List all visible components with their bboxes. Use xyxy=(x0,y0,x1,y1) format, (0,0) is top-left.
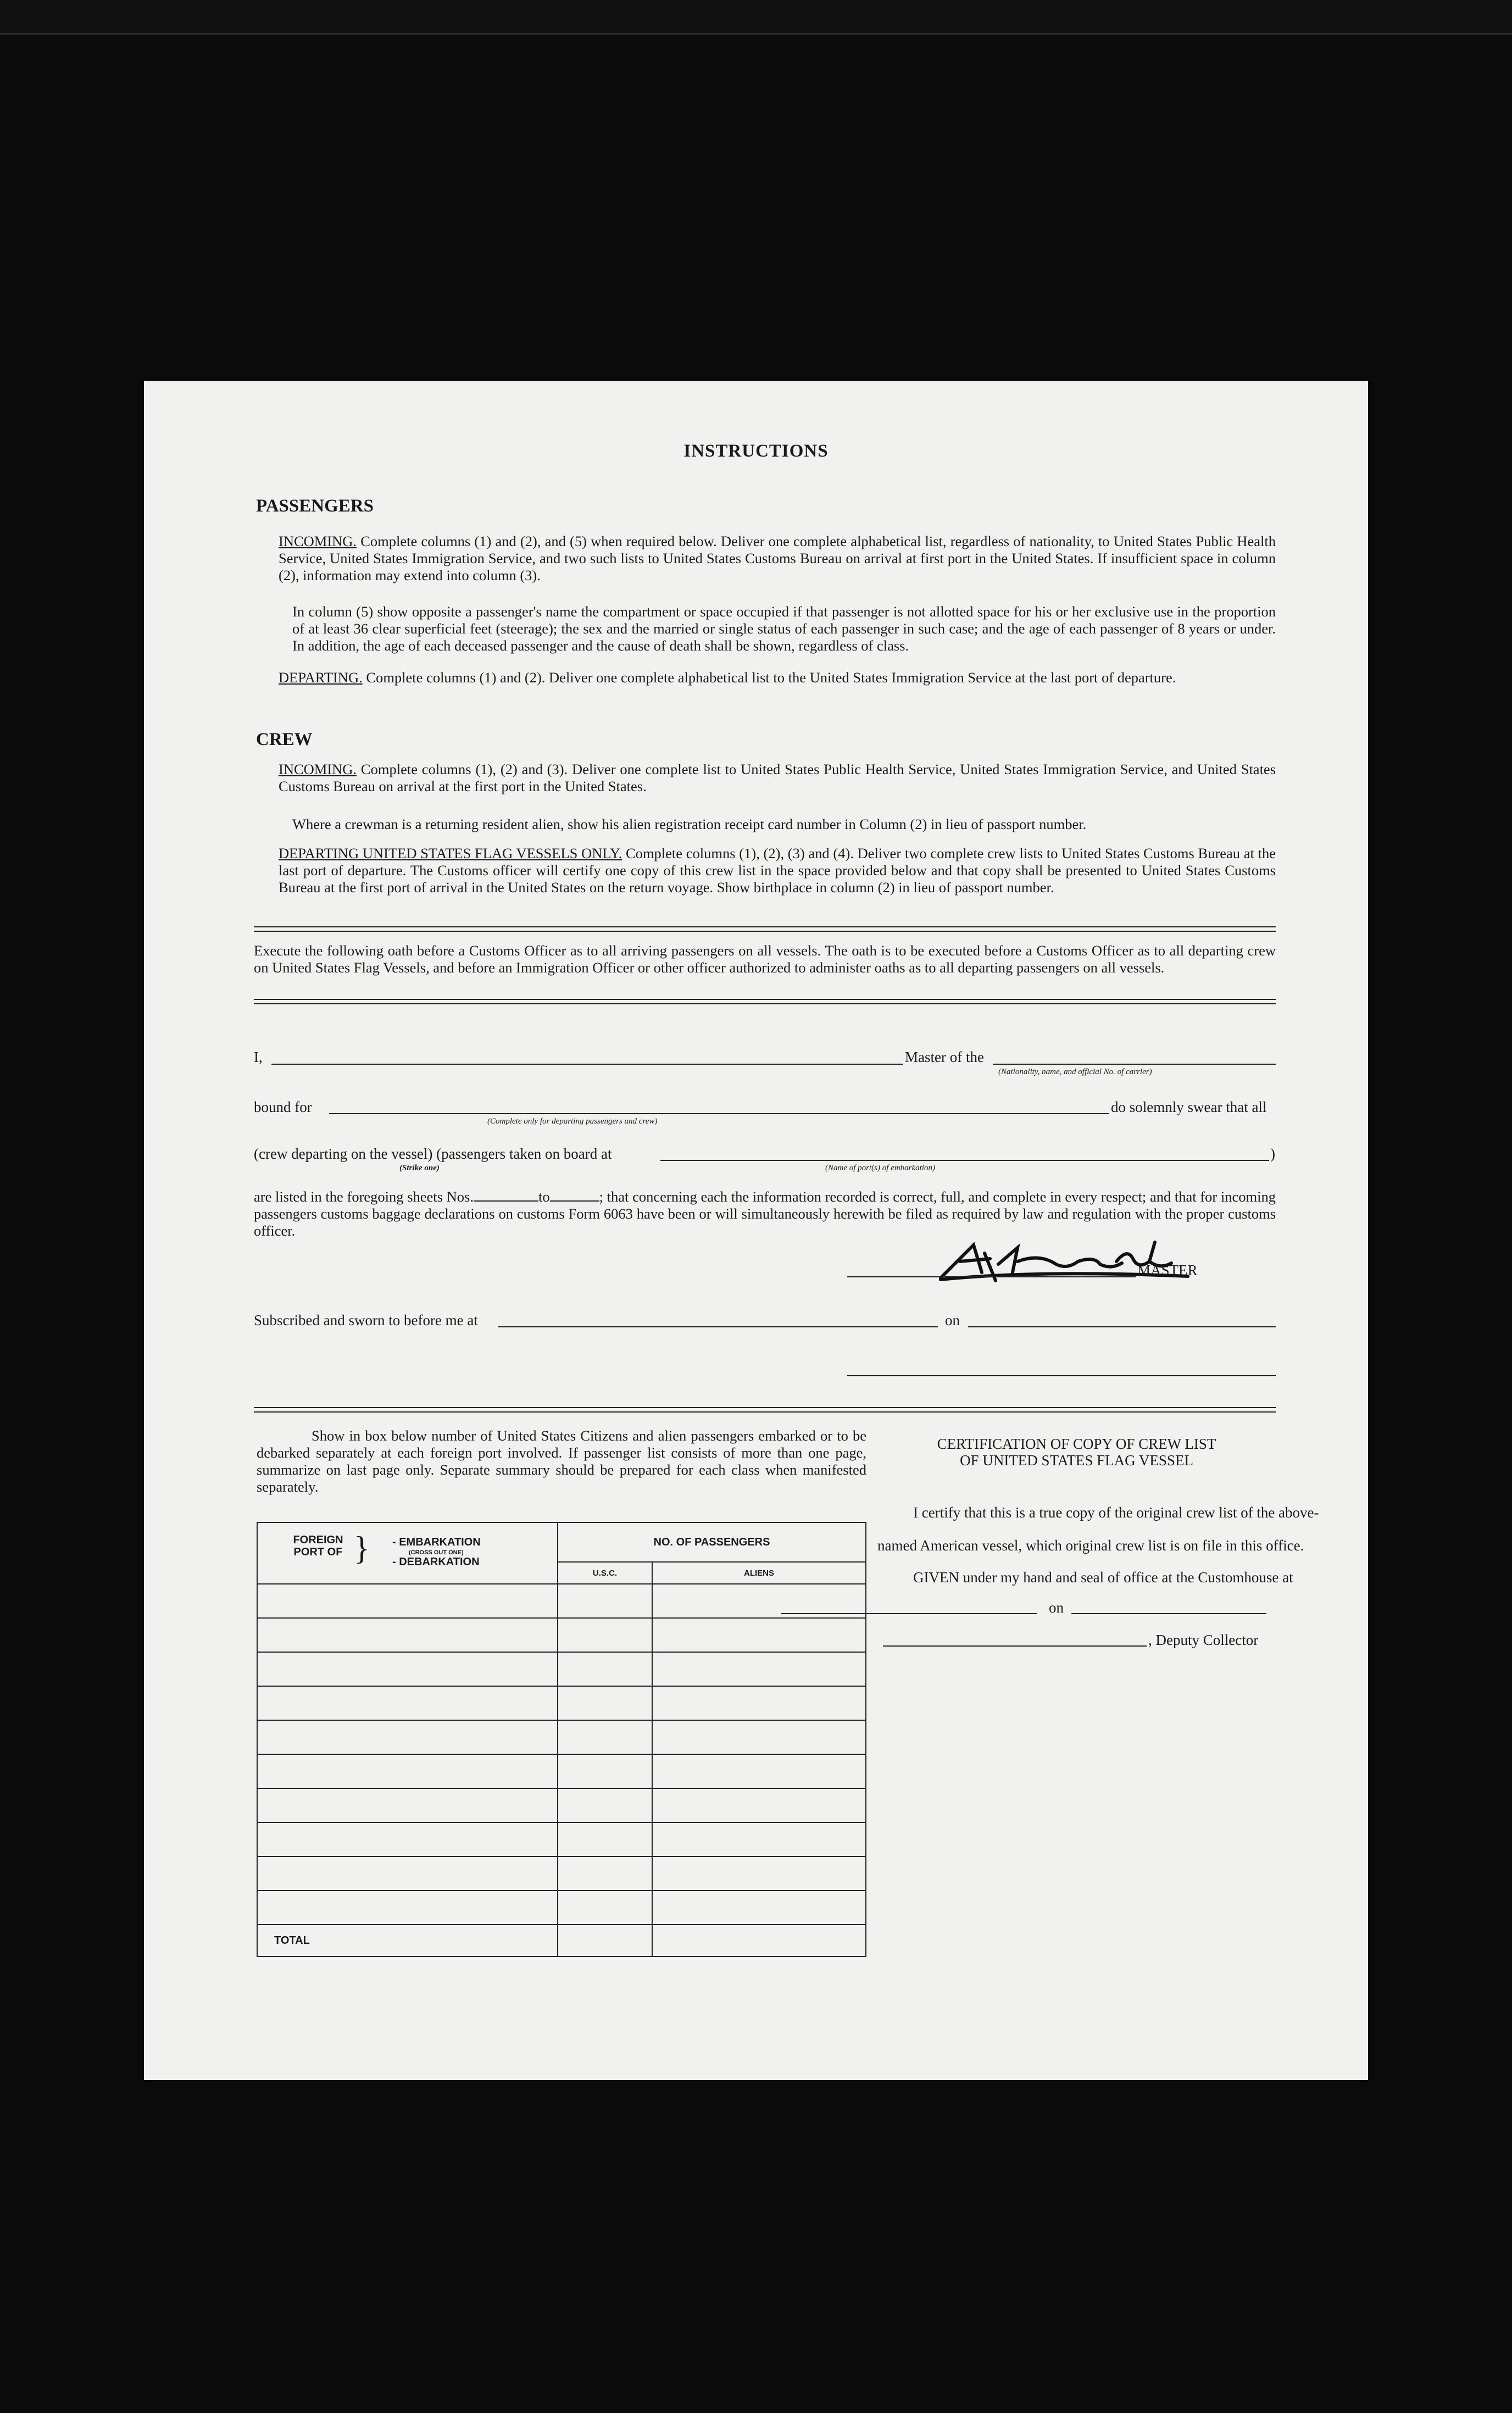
usc-cell[interactable] xyxy=(558,1891,652,1925)
carrier-field[interactable] xyxy=(993,1064,1276,1065)
aliens-cell[interactable] xyxy=(652,1891,866,1925)
passengers-incoming-text: Complete columns (1) and (2), and (5) when required below. Deliver one complete alphabetical list, regardless of nationality, to United States Public Health Service, United States Immigration Service, and two such lists to United States Customs Bureau on arrival at first port in the United States. If insufficient space in column (2), information may extend into column (3). xyxy=(279,533,1276,583)
debarkation-label: - DEBARKATION xyxy=(392,1556,480,1568)
passengers-column5-paragraph: In column (5) show opposite a passenger's name the compartment or space occupied if that passenger is not allotted space for his or her exclusive use in the proportion of at least 36 clear superficial feet (steerage); the sex and the married or single status of each passenger in such case; and the age of each passenger of 8 years or under. In addition, the age of each deceased passenger and the cause of death shall be shown, regardless of class. xyxy=(292,603,1276,654)
passengers-heading: PASSENGERS xyxy=(256,496,374,516)
aliens-cell[interactable] xyxy=(652,1652,866,1686)
port-cell[interactable] xyxy=(257,1822,558,1856)
carrier-hint: (Nationality, name, and official No. of carrier) xyxy=(998,1067,1152,1076)
aliens-cell[interactable] xyxy=(652,1822,866,1856)
certification-text-2: named American vessel, which original crew list is on file in this office. xyxy=(877,1537,1304,1554)
usc-cell[interactable] xyxy=(558,1754,652,1788)
deputy-collector-signature-field[interactable] xyxy=(883,1645,1147,1647)
passenger-summary-table xyxy=(257,1522,866,1957)
crew-departing-label: DEPARTING UNITED STATES FLAG VESSELS ONLY. xyxy=(279,845,622,861)
total-label: TOTAL xyxy=(257,1925,558,1956)
oath-listed-1: are listed in the foregoing sheets Nos. xyxy=(254,1188,474,1205)
passengers-departing-text: Complete columns (1) and (2). Deliver one complete alphabetical list to the United States Immigration Service at the last port of departure. xyxy=(366,669,1176,686)
usc-cell[interactable] xyxy=(558,1686,652,1720)
port-of-embarkation-field[interactable] xyxy=(660,1160,1269,1161)
crew-heading: CREW xyxy=(256,730,313,749)
crew-resident-paragraph: Where a crewman is a returning resident alien, show his alien registration receipt card number in Column (2) in lieu of passport number. xyxy=(292,816,1087,832)
oath-i: I, xyxy=(254,1049,263,1065)
port-hint: (Name of port(s) of embarkation) xyxy=(825,1164,935,1172)
port-cell[interactable] xyxy=(257,1856,558,1891)
usc-cell[interactable] xyxy=(558,1652,652,1686)
brace-glyph: } xyxy=(354,1530,370,1566)
oath-listed-2: ; that concerning each the information recorded is correct, full, and complete in every respect; and that for incoming passengers customs baggage declarations on customs Form 6063 have been or will simultaneously herewith be filed as required by law and regulation with the proper customs officer. xyxy=(254,1188,1276,1239)
certification-title-1: CERTIFICATION OF COPY OF CREW LIST xyxy=(937,1436,1216,1452)
crew-incoming-paragraph xyxy=(279,761,1276,795)
port-cell[interactable] xyxy=(257,1788,558,1822)
col-port-label: FOREIGN PORT OF xyxy=(293,1534,343,1558)
aliens-cell[interactable] xyxy=(652,1788,866,1822)
certification-given: GIVEN under my hand and seal of office at the Customhouse at xyxy=(913,1569,1293,1586)
usc-cell[interactable] xyxy=(558,1720,652,1754)
aliens-cell[interactable] xyxy=(652,1856,866,1891)
page-title: INSTRUCTIONS xyxy=(683,441,829,461)
passengers-departing-label: DEPARTING. xyxy=(279,669,363,686)
port-cell[interactable] xyxy=(257,1652,558,1686)
port-cell[interactable] xyxy=(257,1720,558,1754)
summary-note: Show in box below number of United States Citizens and alien passengers embarked or to be debarked separately at each foreign port involved. If passenger list consists of more than one page, summarize on last page only. Separate summary should be prepared for each class when manifested separately. xyxy=(257,1427,866,1495)
sworn-date-field[interactable] xyxy=(968,1326,1276,1327)
oath-instructions: Execute the following oath before a Customs Officer as to all arriving passengers on all vessels. The oath is to be executed before a Customs Officer as to all departing crew on United States Flag Vessels, and before an Immigration Officer or other officer authorized to administer oaths as to all departing passengers on all vessels. xyxy=(254,942,1276,976)
passengers-incoming-paragraph xyxy=(279,533,1276,584)
double-rule xyxy=(254,926,1276,932)
crew-incoming-label: INCOMING. xyxy=(279,761,357,777)
customhouse-field[interactable] xyxy=(781,1613,1037,1614)
master-name-field[interactable] xyxy=(271,1064,903,1065)
certification-on: on xyxy=(1049,1599,1064,1616)
certification-deputy: , Deputy Collector xyxy=(1148,1632,1259,1648)
passengers-incoming-label: INCOMING. xyxy=(279,533,357,549)
certification-title-2: OF UNITED STATES FLAG VESSEL xyxy=(960,1452,1193,1469)
officer-signature-field[interactable] xyxy=(847,1375,1276,1376)
port-cell[interactable] xyxy=(257,1891,558,1925)
aliens-cell[interactable] xyxy=(652,1686,866,1720)
aliens-total-cell[interactable] xyxy=(652,1925,866,1956)
usc-total-cell[interactable] xyxy=(558,1925,652,1956)
oath-crew-passengers: (crew departing on the vessel) (passengers taken on board at xyxy=(254,1146,612,1162)
certification-date-field[interactable] xyxy=(1071,1613,1266,1614)
crew-departing-text: Complete columns (1), (2), (3) and (4). Deliver two complete crew lists to United States Customs Bureau at the last port of departure. The Customs officer will certify one copy of this crew list in the space provided below and that copy shall be presented to United States Customs Bureau at the first port of arrival in the United States on the return voyage. Show birthplace in column (2) in lieu of passport number. xyxy=(279,845,1276,896)
sworn-at-field[interactable] xyxy=(498,1326,938,1327)
double-rule xyxy=(254,999,1276,1004)
usc-cell[interactable] xyxy=(558,1856,652,1891)
usc-cell[interactable] xyxy=(558,1788,652,1822)
embarkation-label: - EMBARKATION xyxy=(392,1536,481,1548)
port-cell[interactable] xyxy=(257,1686,558,1720)
usc-cell[interactable] xyxy=(558,1822,652,1856)
cross-out-label: (CROSS OUT ONE) xyxy=(409,1549,464,1556)
oath-on: on xyxy=(945,1312,960,1328)
oath-master: MASTER xyxy=(1137,1262,1198,1278)
microfilm-border xyxy=(0,0,1512,35)
master-signature-line xyxy=(847,1276,1136,1277)
usc-cell[interactable] xyxy=(558,1618,652,1652)
oath-master-of-the: Master of the xyxy=(905,1049,984,1065)
oath-swear: do solemnly swear that all xyxy=(1111,1099,1267,1115)
oath-bound-for: bound for xyxy=(254,1099,312,1115)
port-cell[interactable] xyxy=(257,1618,558,1652)
oath-listed-to: to xyxy=(538,1188,550,1205)
sheet-from-field[interactable] xyxy=(474,1200,538,1202)
oath-subscribed: Subscribed and sworn to before me at xyxy=(254,1312,478,1328)
bound-for-field[interactable] xyxy=(329,1113,1109,1114)
crew-departing-paragraph xyxy=(279,845,1276,896)
bound-hint: (Complete only for departing passengers and crew) xyxy=(487,1117,658,1126)
usc-cell[interactable] xyxy=(558,1584,652,1618)
document-page xyxy=(144,381,1368,2080)
aliens-cell[interactable] xyxy=(652,1720,866,1754)
passengers-departing-paragraph xyxy=(279,669,1276,686)
certification-text-1: I certify that this is a true copy of the original crew list of the above- xyxy=(913,1504,1319,1521)
sheet-to-field[interactable] xyxy=(550,1200,599,1202)
port-cell[interactable] xyxy=(257,1754,558,1788)
col-aliens-header: ALIENS xyxy=(652,1562,866,1584)
aliens-cell[interactable] xyxy=(652,1618,866,1652)
col-usc-header: U.S.C. xyxy=(558,1562,652,1584)
aliens-cell[interactable] xyxy=(652,1754,866,1788)
crew-incoming-text: Complete columns (1), (2) and (3). Deliver one complete list to United States Public Health Service, United States Immigration Service, and United States Customs Bureau on arrival at the first port in the United States. xyxy=(279,761,1276,794)
strike-one-hint: (Strike one) xyxy=(399,1164,440,1172)
double-rule xyxy=(254,1407,1276,1413)
col-foreign-port-header xyxy=(257,1522,558,1584)
oath-close-paren: ) xyxy=(1270,1146,1275,1162)
port-cell[interactable] xyxy=(257,1584,558,1618)
col-passengers-header: NO. OF PASSENGERS xyxy=(558,1522,866,1562)
